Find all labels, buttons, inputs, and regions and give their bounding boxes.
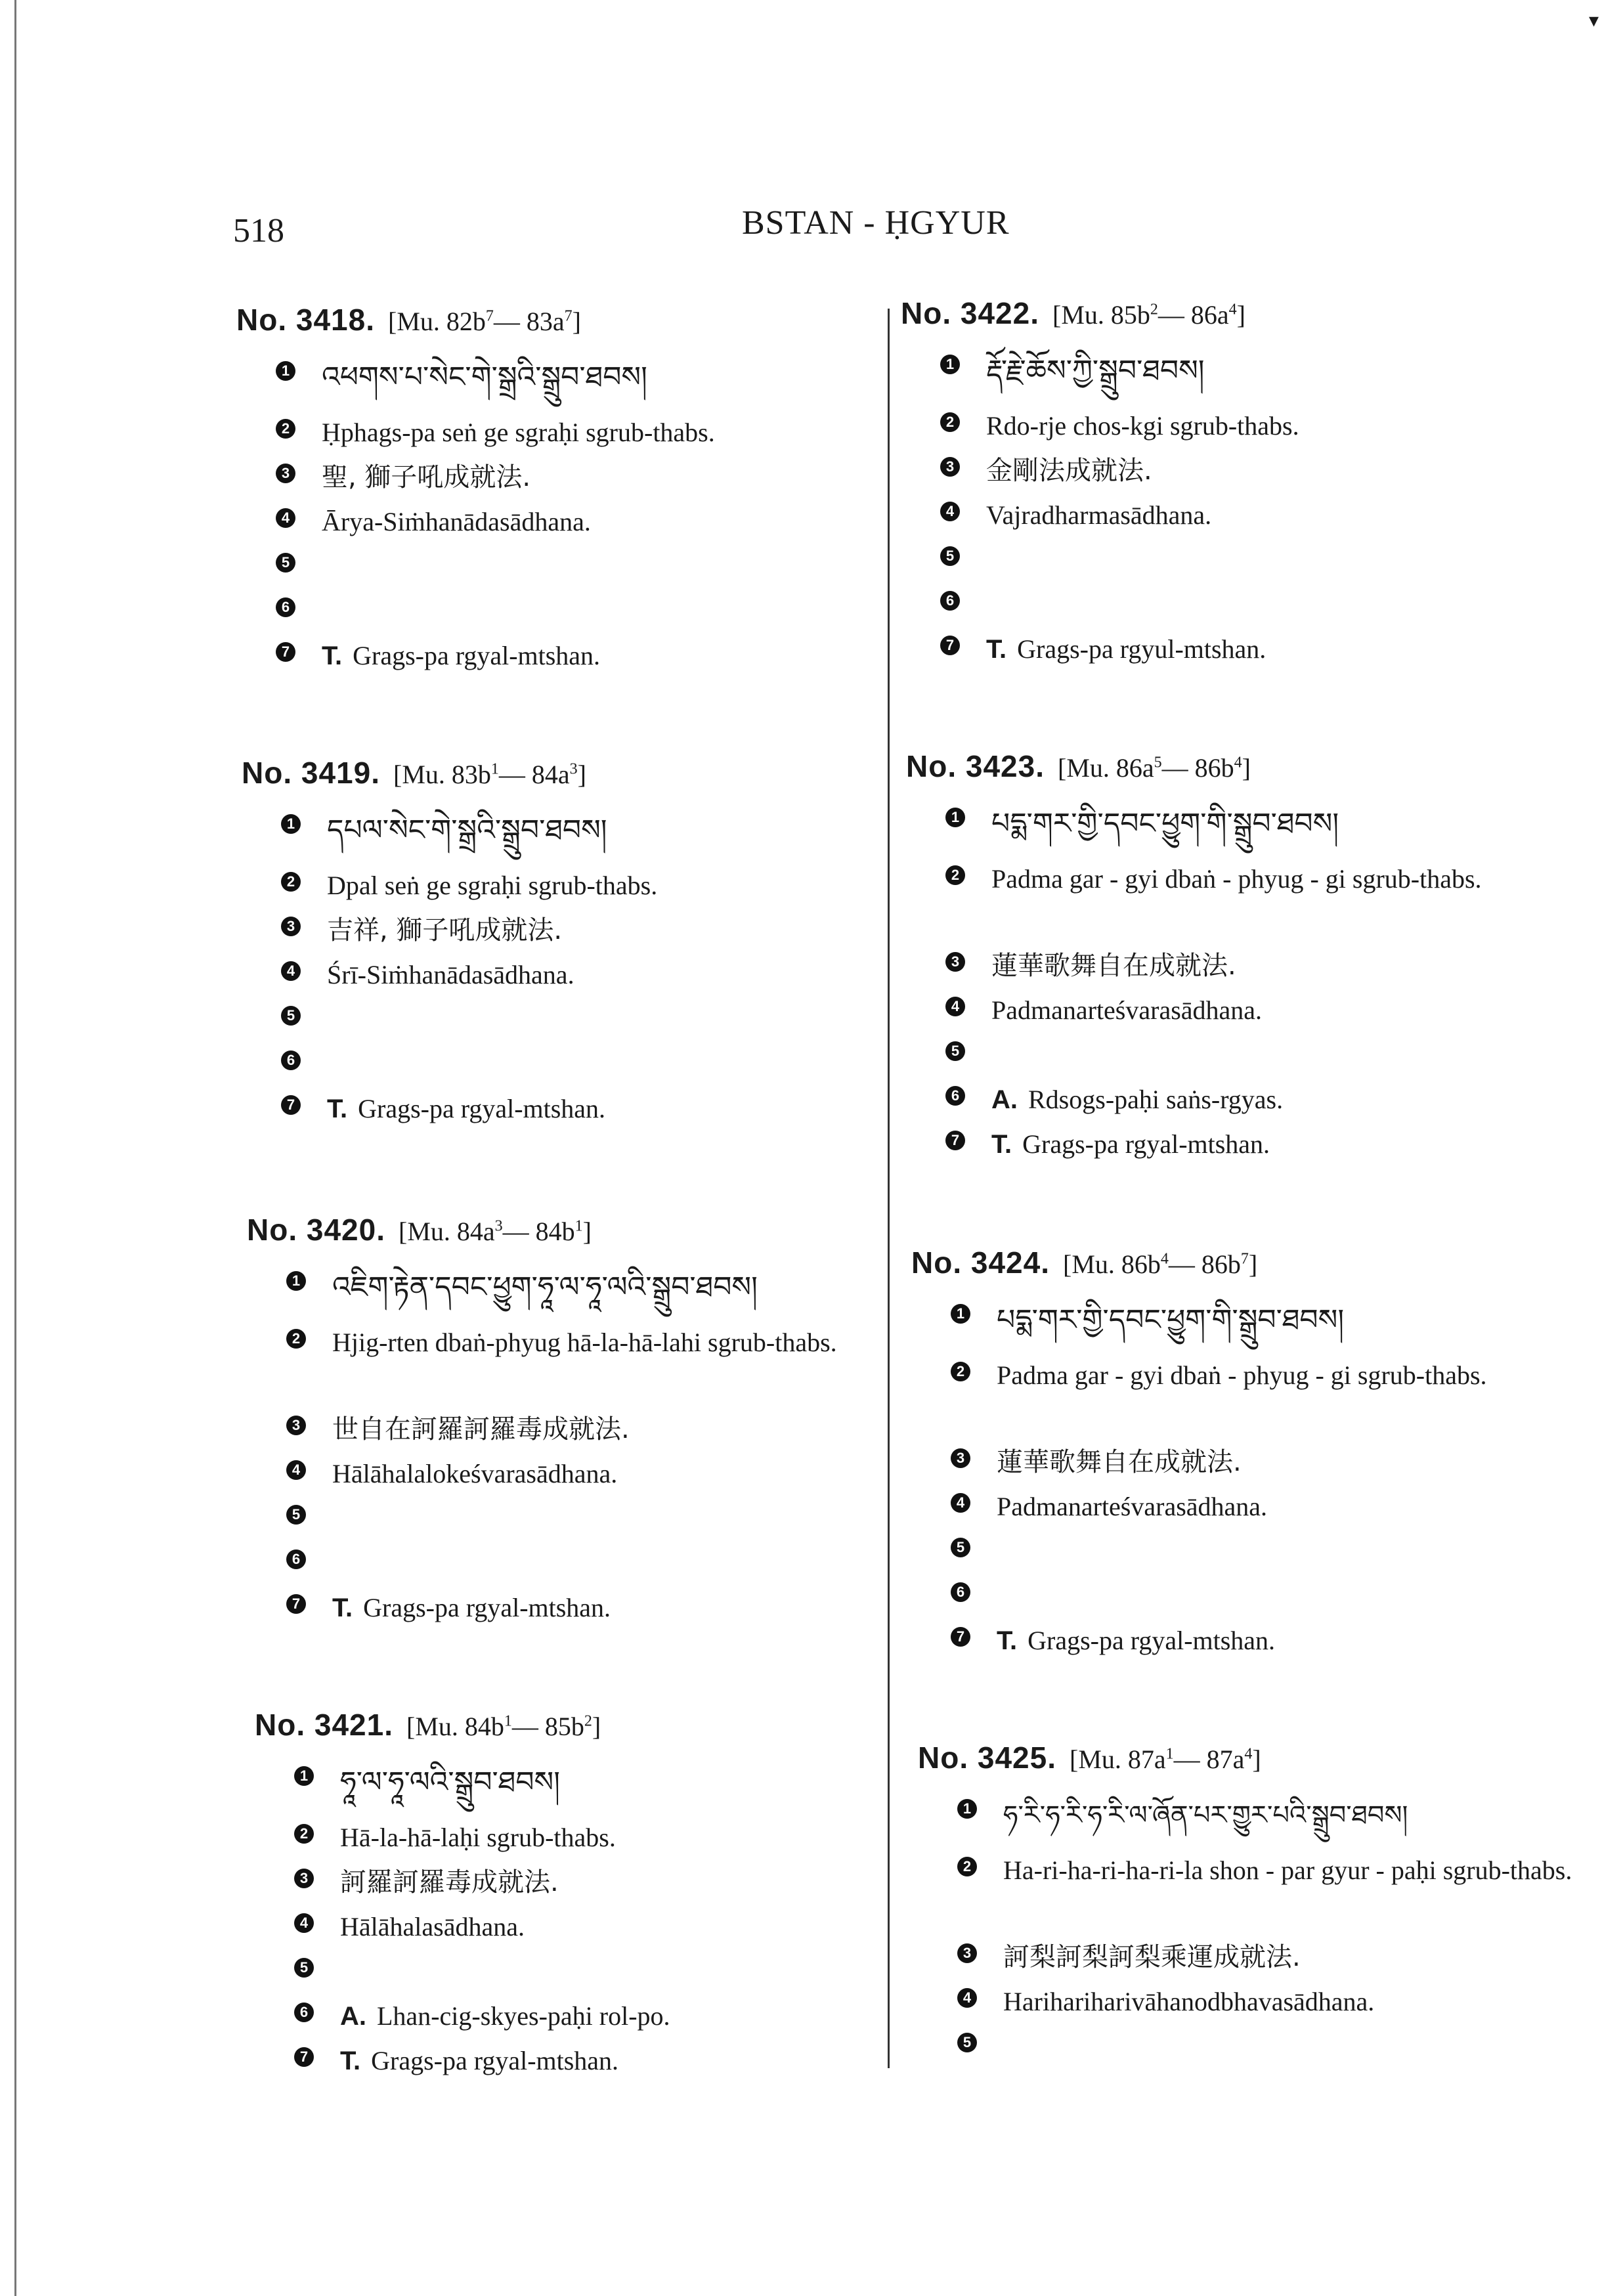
entry-3425: [918, 1740, 1623, 2071]
field-number-4: 4: [286, 1460, 306, 1480]
field-number-2: 2: [951, 1362, 970, 1381]
field-chinese-title: [255, 1862, 997, 1907]
field-sanskrit-title: [242, 955, 984, 999]
field-number-5: 5: [940, 546, 960, 566]
field-sanskrit-title: [247, 1454, 989, 1498]
translator-tag: T.: [340, 2047, 361, 2075]
field-number-5: 5: [276, 553, 295, 573]
field-tibetan-title: [242, 808, 984, 865]
translator: T. Grags-pa rgyal-mtshan.: [991, 1129, 1270, 1159]
translator-tag: T.: [327, 1094, 348, 1123]
tibetan-title: རྡོ་རྗེ་ཆོས་ཀྱི་སྒྲུབ་ཐབས།: [986, 354, 1205, 387]
translator: T. Grags-pa rgyal-mtshan.: [332, 1593, 611, 1622]
author-tag: A.: [991, 1085, 1018, 1114]
field-transliteration: [236, 412, 978, 457]
chinese-title: 蓮華歌舞自在成就法.: [991, 951, 1236, 981]
field-number-2: 2: [281, 872, 301, 892]
field-number-2: 2: [294, 1824, 314, 1844]
field-number-6: 6: [276, 597, 295, 617]
entry-header: [236, 302, 978, 355]
field-number-3: 3: [276, 464, 295, 483]
field-number-7: 7: [276, 642, 295, 662]
sanskrit-title: Hālāhalasādhana.: [340, 1912, 525, 1941]
transliteration: Padma gar - gyi dbaṅ - phyug - gi sgrub-thabs.: [991, 864, 1482, 894]
tibetan-title: པདྨ་གར་གྱི་དབང་ཕྱུག་གི་སྒྲུབ་ཐབས།: [997, 1303, 1345, 1337]
field-number-2: 2: [940, 412, 960, 432]
sanskrit-title: Śrī-Siṁhanādasādhana.: [327, 960, 574, 989]
tibetan-title: ཧཱ་ལ་ཧཱ་ལའི་སྒྲུབ་ཐབས།: [340, 1765, 561, 1799]
field-translator: [906, 1124, 1623, 1169]
entry-header: [247, 1212, 989, 1265]
field-empty-6: [901, 584, 1623, 629]
entry-3419: [242, 755, 984, 1133]
field-sanskrit-title: [918, 1982, 1623, 2026]
entry-header: [906, 748, 1623, 801]
corner-mark: ▾: [1589, 10, 1599, 32]
field-number-6: 6: [945, 1086, 965, 1106]
field-transliteration: [906, 859, 1623, 945]
field-tibetan-title: [906, 801, 1623, 859]
transliteration: Dpal seṅ ge sgraḥi sgrub-thabs.: [327, 871, 658, 900]
sanskrit-title: Padmanarteśvarasādhana.: [997, 1492, 1268, 1521]
field-number-3: 3: [940, 457, 960, 477]
translator: T. Grags-pa rgyal-mtshan.: [997, 1626, 1276, 1655]
field-empty-5: [242, 999, 984, 1044]
field-empty-6: [911, 1576, 1623, 1620]
field-transliteration: [242, 865, 984, 910]
field-number-2: 2: [276, 419, 295, 439]
field-tibetan-title: [901, 348, 1623, 406]
entry-header: [901, 295, 1623, 348]
field-tibetan-title: [911, 1297, 1623, 1355]
chinese-title: 吉祥, 獅子吼成就法.: [327, 915, 563, 945]
field-transliteration: [918, 1850, 1623, 1937]
entry-number: No. 3421.: [255, 1708, 393, 1742]
field-number-3: 3: [286, 1416, 306, 1435]
entry-number: No. 3423.: [906, 749, 1045, 783]
field-number-4: 4: [940, 502, 960, 521]
field-number-3: 3: [281, 917, 301, 936]
field-translator: [901, 629, 1623, 674]
field-number-5: 5: [945, 1041, 965, 1061]
tibetan-title: འཕགས་པ་སེང་གེ་སྒྲའི་སྒྲུབ་ཐབས།: [322, 360, 647, 394]
field-empty-5: [906, 1035, 1623, 1079]
translator: T. Grags-pa rgyul-mtshan.: [986, 634, 1266, 664]
tibetan-title: པདྨ་གར་གྱི་དབང་ཕྱུག་གི་སྒྲུབ་ཐབས།: [991, 807, 1339, 840]
folio-reference: [Mu. $83b^1—$ $84a^3$]: [393, 760, 586, 789]
entry-number: No. 3419.: [242, 756, 380, 790]
entry-number: No. 3420.: [247, 1213, 385, 1247]
translator: T. Grags-pa rgyal-mtshan.: [327, 1094, 606, 1123]
field-number-1: 1: [945, 808, 965, 827]
folio-reference: [Mu. $87a^1—$ $87a^4$]: [1070, 1744, 1261, 1774]
field-number-5: 5: [294, 1958, 314, 1978]
field-number-6: 6: [294, 2003, 314, 2022]
field-chinese-title: [901, 450, 1623, 495]
field-number-1: 1: [957, 1799, 977, 1819]
field-number-5: 5: [957, 2033, 977, 2052]
field-sanskrit-title: [911, 1486, 1623, 1531]
author-tag: A.: [340, 2002, 366, 2031]
field-number-2: 2: [945, 865, 965, 885]
page-number: 518: [233, 212, 284, 249]
field-number-4: 4: [294, 1913, 314, 1933]
folio-reference: [Mu. $85b^2—$ $86a^4$]: [1052, 300, 1245, 330]
field-number-2: 2: [286, 1329, 306, 1349]
field-number-1: 1: [951, 1304, 970, 1324]
sanskrit-title: Vajradharmasādhana.: [986, 500, 1212, 530]
translator-tag: T.: [332, 1593, 353, 1622]
transliteration: Ḥphags-pa seṅ ge sgraḥi sgrub-thabs.: [322, 418, 715, 447]
entry-3424: [911, 1245, 1623, 1665]
chinese-title: 金剛法成就法.: [986, 456, 1152, 486]
field-number-3: 3: [294, 1869, 314, 1888]
field-number-7: 7: [945, 1131, 965, 1150]
field-number-4: 4: [957, 1988, 977, 2008]
transliteration: Hjig-rten dbaṅ-phyug hā-la-hā-lahi sgrub-thabs.: [332, 1328, 837, 1357]
field-author: [255, 1996, 997, 2041]
field-author: [906, 1079, 1623, 1124]
translator-tag: T.: [322, 641, 343, 670]
field-number-6: 6: [286, 1549, 306, 1569]
field-number-5: 5: [951, 1538, 970, 1557]
translator: T. Grags-pa rgyal-mtshan.: [340, 2046, 619, 2075]
entry-header: [918, 1740, 1623, 1792]
translator-tag: T.: [991, 1130, 1012, 1159]
field-number-1: 1: [940, 355, 960, 374]
entry-header: [911, 1245, 1623, 1297]
entry-3420: [247, 1212, 989, 1632]
field-number-7: 7: [294, 2047, 314, 2067]
field-chinese-title: [911, 1442, 1623, 1486]
chinese-title: 訶梨訶梨訶梨乘運成就法.: [1003, 1942, 1301, 1972]
field-number-1: 1: [286, 1271, 306, 1291]
transliteration: Padma gar - gyi dbaṅ - phyug - gi sgrub-thabs.: [997, 1360, 1487, 1390]
field-number-2: 2: [957, 1857, 977, 1876]
field-number-7: 7: [940, 636, 960, 655]
field-chinese-title: [247, 1409, 989, 1454]
field-translator: [911, 1620, 1623, 1665]
author: A. Lhan-cig-skyes-paḥi rol-po.: [340, 2001, 670, 2031]
field-translator: [236, 636, 978, 680]
tibetan-title: ཧ་རི་ཧ་རི་ཧ་རི་ལ་ཞོན་པར་གྱུར་པའི་སྒྲུབ་ཐབས།: [1003, 1800, 1408, 1830]
entry-header: [255, 1707, 997, 1760]
sanskrit-title: Ārya-Siṁhanādasādhana.: [322, 507, 591, 536]
entry-3421: [255, 1707, 997, 2085]
transliteration: Hā-la-hā-laḥi sgrub-thabs.: [340, 1823, 616, 1852]
field-empty-5: [255, 1951, 997, 1996]
field-number-5: 5: [281, 1006, 301, 1026]
entry-number: No. 3424.: [911, 1245, 1050, 1280]
field-number-6: 6: [281, 1051, 301, 1070]
entry-header: [242, 755, 984, 808]
field-chinese-title: [918, 1937, 1623, 1982]
transliteration: Ha-ri-ha-ri-ha-ri-la shon - par gyur - paḥi sgrub-thabs.: [1003, 1855, 1572, 1885]
field-transliteration: [901, 406, 1623, 450]
folio-reference: [Mu. $86a^5—$ $86b^4$]: [1058, 753, 1251, 783]
field-number-3: 3: [957, 1943, 977, 1963]
sanskrit-title: Hālāhalalokeśvarasādhana.: [332, 1459, 618, 1488]
field-transliteration: [911, 1355, 1623, 1442]
folio-reference: [Mu. $84b^1—$ $85b^2$]: [406, 1712, 601, 1741]
transliteration: Rdo-rje chos-kgi sgrub-thabs.: [986, 411, 1299, 441]
field-number-4: 4: [276, 508, 295, 528]
field-empty-6: [247, 1543, 989, 1588]
field-chinese-title: [906, 945, 1623, 990]
field-number-4: 4: [951, 1493, 970, 1513]
entry-3418: [236, 302, 978, 680]
field-number-1: 1: [276, 361, 295, 381]
chinese-title: 世自在訶羅訶羅毒成就法.: [332, 1414, 630, 1444]
folio-reference: [Mu. $82b^7—$ $83a^7$]: [388, 307, 581, 336]
sanskrit-title: Padmanarteśvarasādhana.: [991, 995, 1263, 1025]
field-translator: [247, 1588, 989, 1632]
field-number-7: 7: [286, 1594, 306, 1614]
tibetan-title: འཇིག་རྟེན་དབང་ཕྱུག་ཧཱ་ལ་ཧཱ་ལའི་སྒྲུབ་ཐབས།: [332, 1270, 758, 1304]
chinese-title: 聖, 獅子吼成就法.: [322, 462, 531, 492]
chinese-title: 訶羅訶羅毒成就法.: [340, 1867, 559, 1897]
translator-tag: T.: [997, 1626, 1018, 1655]
field-tibetan-title: [918, 1792, 1623, 1850]
entry-3423: [906, 748, 1623, 1169]
field-translator: [255, 2041, 997, 2085]
running-title: BSTAN - ḤGYUR: [742, 204, 1010, 242]
field-chinese-title: [242, 910, 984, 955]
translator-tag: T.: [986, 635, 1007, 664]
entry-number: No. 3418.: [236, 303, 375, 337]
field-number-3: 3: [945, 952, 965, 972]
field-tibetan-title: [236, 355, 978, 412]
entry-number: No. 3425.: [918, 1741, 1056, 1775]
chinese-title: 蓮華歌舞自在成就法.: [997, 1447, 1242, 1477]
page-edge-line: [14, 0, 16, 2296]
field-sanskrit-title: [236, 502, 978, 546]
field-translator: [242, 1089, 984, 1133]
field-number-3: 3: [951, 1448, 970, 1468]
translator: T. Grags-pa rgyal-mtshan.: [322, 641, 601, 670]
field-number-5: 5: [286, 1505, 306, 1525]
field-empty-5: [918, 2026, 1623, 2071]
field-transliteration: [255, 1817, 997, 1862]
field-number-6: 6: [940, 591, 960, 611]
field-empty-5: [236, 546, 978, 591]
entry-number: No. 3422.: [901, 296, 1039, 330]
field-empty-6: [242, 1044, 984, 1089]
sanskrit-title: Harihariharivāhanodbhavasādhana.: [1003, 1987, 1375, 2016]
field-empty-5: [901, 540, 1623, 584]
entry-3422: [901, 295, 1623, 674]
field-number-1: 1: [281, 814, 301, 834]
field-tibetan-title: [255, 1760, 997, 1817]
author: A. Rdsogs-paḥi saṅs-rgyas.: [991, 1085, 1284, 1114]
field-number-1: 1: [294, 1766, 314, 1786]
tibetan-title: དཔལ་སེང་གེ་སྒྲའི་སྒྲུབ་ཐབས།: [327, 813, 607, 847]
folio-reference: [Mu. $84a^3—$ $84b^1$]: [399, 1217, 592, 1246]
field-number-7: 7: [951, 1627, 970, 1647]
field-empty-5: [247, 1498, 989, 1543]
field-number-4: 4: [281, 961, 301, 981]
field-sanskrit-title: [906, 990, 1623, 1035]
field-chinese-title: [236, 457, 978, 502]
field-sanskrit-title: [255, 1907, 997, 1951]
field-transliteration: [247, 1322, 989, 1409]
field-tibetan-title: [247, 1265, 989, 1322]
field-number-4: 4: [945, 997, 965, 1016]
field-empty-5: [911, 1531, 1623, 1576]
field-sanskrit-title: [901, 495, 1623, 540]
field-empty-6: [236, 591, 978, 636]
folio-reference: [Mu. $86b^4—$ $86b^7$]: [1063, 1249, 1258, 1279]
field-number-7: 7: [281, 1095, 301, 1115]
field-number-6: 6: [951, 1582, 970, 1602]
